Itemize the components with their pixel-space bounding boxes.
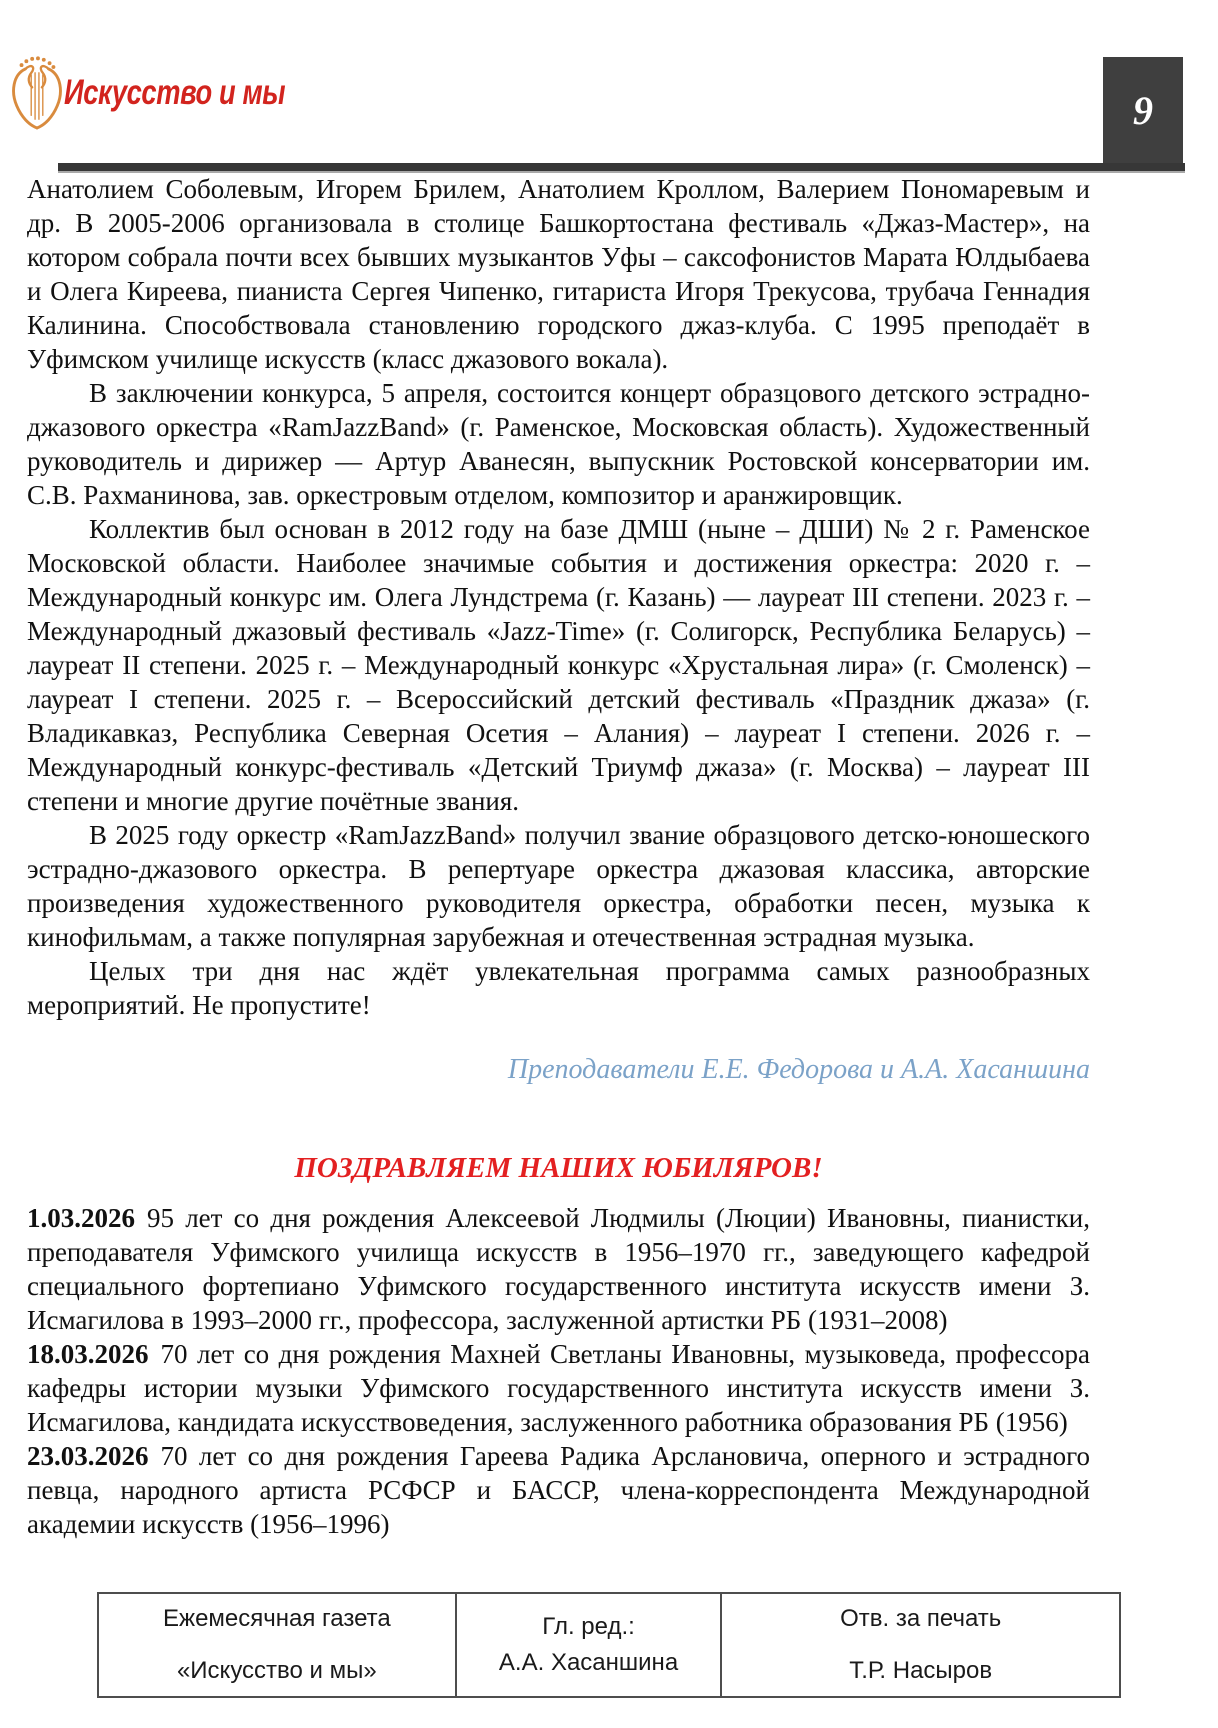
paragraph-orchestra-repertoire: В 2025 году оркестр «RamJazzBand» получил звание образцового детско-юношеского эстрадно-джазового оркестра. В репертуаре оркестра джазовая классика, авторские произведения художественного руководителя оркестра, обработки песен, музыка к кинофильмам, а также популярная зарубежная и отечественная эстрадная музыка. xyxy=(27,820,1090,952)
jubilee-text: 70 лет со дня рождения Гареева Радика Арслановича, оперного и эстрадного певца, народного артиста РСФСР и БАССР, члена-корреспондента Международной академии искусств (1956–1996) xyxy=(27,1441,1090,1539)
jubilee-heading: ПОЗДРАВЛЯЕМ НАШИХ ЮБИЛЯРОВ! xyxy=(294,1152,823,1184)
imprint-cell-gazette xyxy=(98,1593,456,1697)
signature-line: Преподаватели Е.Е. Федорова и А.А. Хасаншина xyxy=(507,1054,1090,1085)
paragraph-orchestra-history: Коллектив был основан в 2012 году на базе ДМШ (ныне – ДШИ) № 2 г. Раменское Московской области. Наиболее значимые события и достижения оркестра: 2020 г. – Международный конкурс им. Олега Лундстрема (г. Казань) — лауреат III степени. 2023 г. – Международный джазовый фестиваль «Jazz-Time» (г. Солигорск, Республика Беларусь) – лауреат II степени. 2025 г. – Международный конкурс «Хрустальная лира» (г. Смоленск) – лауреат I степени. 2025 г. – Всероссийский детский фестиваль «Праздник джаза» (г. Владикавказ, Республика Северная Осетия – Алания) – лауреат I степени. 2026 г. – Международный конкурс-фестиваль «Детский Триумф джаза» (г. Москва) – лауреат III степени и многие другие почётные звания. xyxy=(27,514,1090,816)
paragraph-continuation: Анатолием Соболевым, Игорем Брилем, Анатолием Кроллом, Валерием Пономаревым и др. В 2005-2006 организовала в столице Башкортостана фестиваль «Джаз-Мастер», на котором собрала почти всех бывших музыкантов Уфы – саксофонистов Марата Юлдыбаева и Олега Киреева, пианиста Сергея Чипенко, гитариста Игоря Трекусова, трубача Геннадия Калинина. Способствовала становлению городского джаз-клуба. С 1995 преподаёт в Уфимском училище искусств (класс джазового вокала). xyxy=(27,174,1090,374)
jubilee-date: 18.03.2026 xyxy=(27,1339,149,1369)
gazette-name: «Искусство и мы» xyxy=(176,1657,377,1684)
jubilee-entry xyxy=(27,1337,1090,1439)
jubilee-entry xyxy=(27,1439,1090,1541)
jubilee-date: 1.03.2026 xyxy=(27,1203,135,1233)
masthead-title: Искусство и мы xyxy=(64,73,286,112)
lyre-icon xyxy=(8,54,66,140)
jubilee-text: 95 лет со дня рождения Алексеевой Людмилы (Люции) Ивановны, пианистки, преподавателя Уфимского училища искусств в 1956–1970 гг., заведующего кафедрой специального фортепиано Уфимского государственного института искусств имени З. Исмагилова в 1993–2000 гг., профессора, заслуженной артистки РБ (1931–2008) xyxy=(27,1203,1090,1335)
gazette-type: Ежемесячная газета xyxy=(163,1605,391,1632)
print-label: Отв. за печать xyxy=(840,1605,1002,1632)
imprint-cell-editor xyxy=(456,1593,722,1697)
imprint-row xyxy=(98,1593,1120,1697)
jubilee-entry xyxy=(27,1201,1090,1337)
article-body xyxy=(27,172,1090,1541)
editor-name: А.А. Хасаншина xyxy=(498,1649,679,1676)
paragraph-concert: В заключении конкурса, 5 апреля, состоится концерт образцового детского эстрадно-джазового оркестра «RamJazzBand» (г. Раменское, Московская область). Художественный руководитель и дирижер — Артур Аванесян, выпускник Ростовской консерватории им. С.В. Рахманинова, зав. оркестровым отделом, композитор и аранжировщик. xyxy=(27,378,1090,510)
jubilee-date: 23.03.2026 xyxy=(27,1441,149,1471)
page-number: 9 xyxy=(1133,87,1153,133)
print-name: Т.Р. Насыров xyxy=(849,1657,993,1684)
jubilee-text: 70 лет со дня рождения Махней Светланы Ивановны, музыковеда, профессора кафедры истории музыки Уфимского государственного института искусств имени З. Исмагилова, кандидата искусствоведения, заслуженного работника образования РБ (1956) xyxy=(27,1339,1090,1437)
paragraph-closing: Целых три дня нас ждёт увлекательная программа самых разнообразных мероприятий. Не пропустите! xyxy=(27,956,1090,1020)
imprint-table xyxy=(97,1592,1121,1698)
imprint-cell-print xyxy=(721,1593,1120,1697)
editor-label: Гл. ред.: xyxy=(542,1613,635,1640)
page-number-badge xyxy=(1103,57,1183,163)
